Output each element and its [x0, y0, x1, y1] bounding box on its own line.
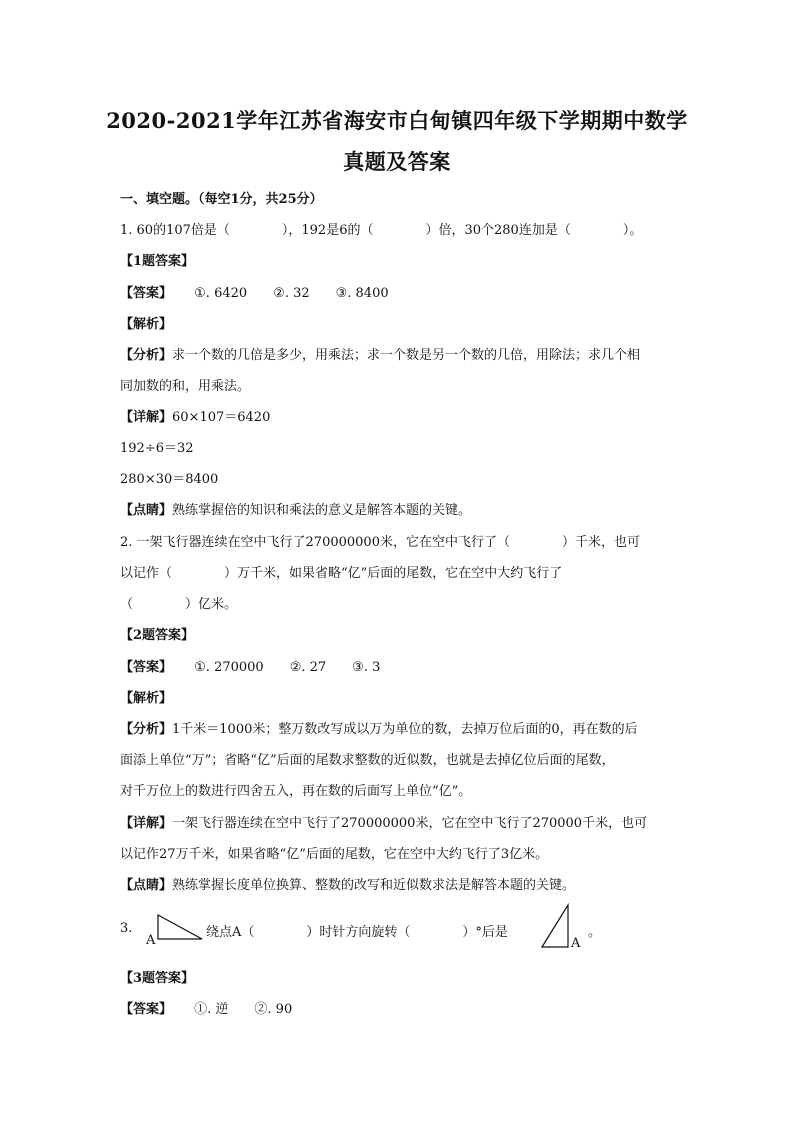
dianjing-text: 熟练掌握长度单位换算、整数的改写和近似数求法是解答本题的关键。 — [172, 878, 576, 893]
xiangjie-text: 一架飞行器连续在空中飞行了270000000米，它在空中飞行了270000千米，也可 — [172, 816, 648, 831]
q3-answer — [120, 998, 292, 1017]
fenxi-label: 【分析】 — [120, 722, 173, 737]
q2-question-line3: （ ）亿米。 — [120, 597, 238, 612]
q2-fenxi-line3: 对千万位上的数进行四舍五入，再在数的后面写上单位“亿”。 — [120, 784, 472, 799]
fenxi-text: 1千米＝1000米；整万数改写成以万为单位的数，去掉万位后面的0，再在数的后 — [172, 722, 638, 737]
q2-question-line1: 2. 一架飞行器连续在空中飞行了270000000米，它在空中飞行了（ ）千米，也可 — [120, 535, 640, 550]
doc-title-line2: 真题及答案 — [343, 149, 451, 174]
q1-question: 1. 60的107倍是（ ），192是6的（ ）倍，30个280连加是（ ）。 — [120, 223, 643, 238]
q2-fenxi-line1 — [120, 718, 638, 737]
q1-fenxi-line2: 同加数的和，用乘法。 — [120, 379, 251, 394]
answer-label: 【答案】 — [120, 1002, 173, 1017]
doc-title-line1: 2020-2021学年江苏省海安市白甸镇四年级下学期期中数学 — [106, 108, 688, 133]
q2-analysis-tag: 【解析】 — [120, 691, 173, 706]
point-a-label-rotated: A — [571, 936, 581, 951]
dianjing-label: 【点睛】 — [120, 878, 173, 893]
point-a-label-original: A — [146, 933, 156, 948]
q1-analysis-tag: 【解析】 — [120, 317, 173, 332]
triangle-rotated-figure — [540, 903, 574, 949]
q2-fenxi-line2: 面添上单位“万”；省略“亿”后面的尾数求整数的近似数，也就是去掉亿位后面的尾数， — [120, 753, 615, 768]
xiangjie-label: 【详解】 — [120, 410, 173, 425]
q2-answer — [120, 656, 380, 675]
q3-end-mark: 。 — [588, 925, 602, 940]
q1-calc-3: 280×30＝8400 — [120, 472, 219, 487]
q1-fenxi-line1 — [120, 344, 640, 363]
q1-xiangjie — [120, 406, 270, 425]
q1-dianjing — [120, 499, 471, 518]
q3-answer-tag: 【3题答案】 — [120, 971, 195, 986]
xiangjie-text: 60×107＝6420 — [172, 410, 271, 425]
q2-answer-tag: 【2题答案】 — [120, 628, 195, 643]
q1-answer-tag: 【1题答案】 — [120, 254, 195, 269]
q3-question-text: 绕点A（ ）时针方向旋转（ ）°后是 — [206, 925, 508, 940]
q2-xiangjie-line1 — [120, 812, 647, 831]
triangle-original-figure — [152, 913, 204, 941]
answer-label: 【答案】 — [120, 286, 173, 301]
q1-answer — [120, 282, 389, 301]
answer-label: 【答案】 — [120, 660, 173, 675]
dianjing-label: 【点睛】 — [120, 503, 173, 518]
q3-number: 3. — [120, 921, 133, 936]
answer-values: ①. 逆 ②. 90 — [194, 1002, 293, 1017]
answer-values: ①. 270000 ②. 27 ③. 3 — [194, 660, 381, 675]
answer-values: ①. 6420 ②. 32 ③. 8400 — [194, 286, 389, 301]
fenxi-label: 【分析】 — [120, 348, 173, 363]
section-heading: 一、填空题。（每空1分，共25分） — [120, 192, 323, 207]
q1-calc-2: 192÷6＝32 — [120, 441, 194, 456]
q2-xiangjie-line2: 以记作27万千米，如果省略“亿”后面的尾数，它在空中大约飞行了3亿米。 — [120, 847, 549, 862]
q2-dianjing — [120, 874, 575, 893]
q2-question-line2: 以记作（ ）万千米，如果省略“亿”后面的尾数，它在空中大约飞行了 — [120, 566, 563, 581]
xiangjie-label: 【详解】 — [120, 816, 173, 831]
dianjing-text: 熟练掌握倍的知识和乘法的意义是解答本题的关键。 — [172, 503, 472, 518]
fenxi-text: 求一个数的几倍是多少，用乘法；求一个数是另一个数的几倍，用除法；求几个相 — [172, 348, 641, 363]
